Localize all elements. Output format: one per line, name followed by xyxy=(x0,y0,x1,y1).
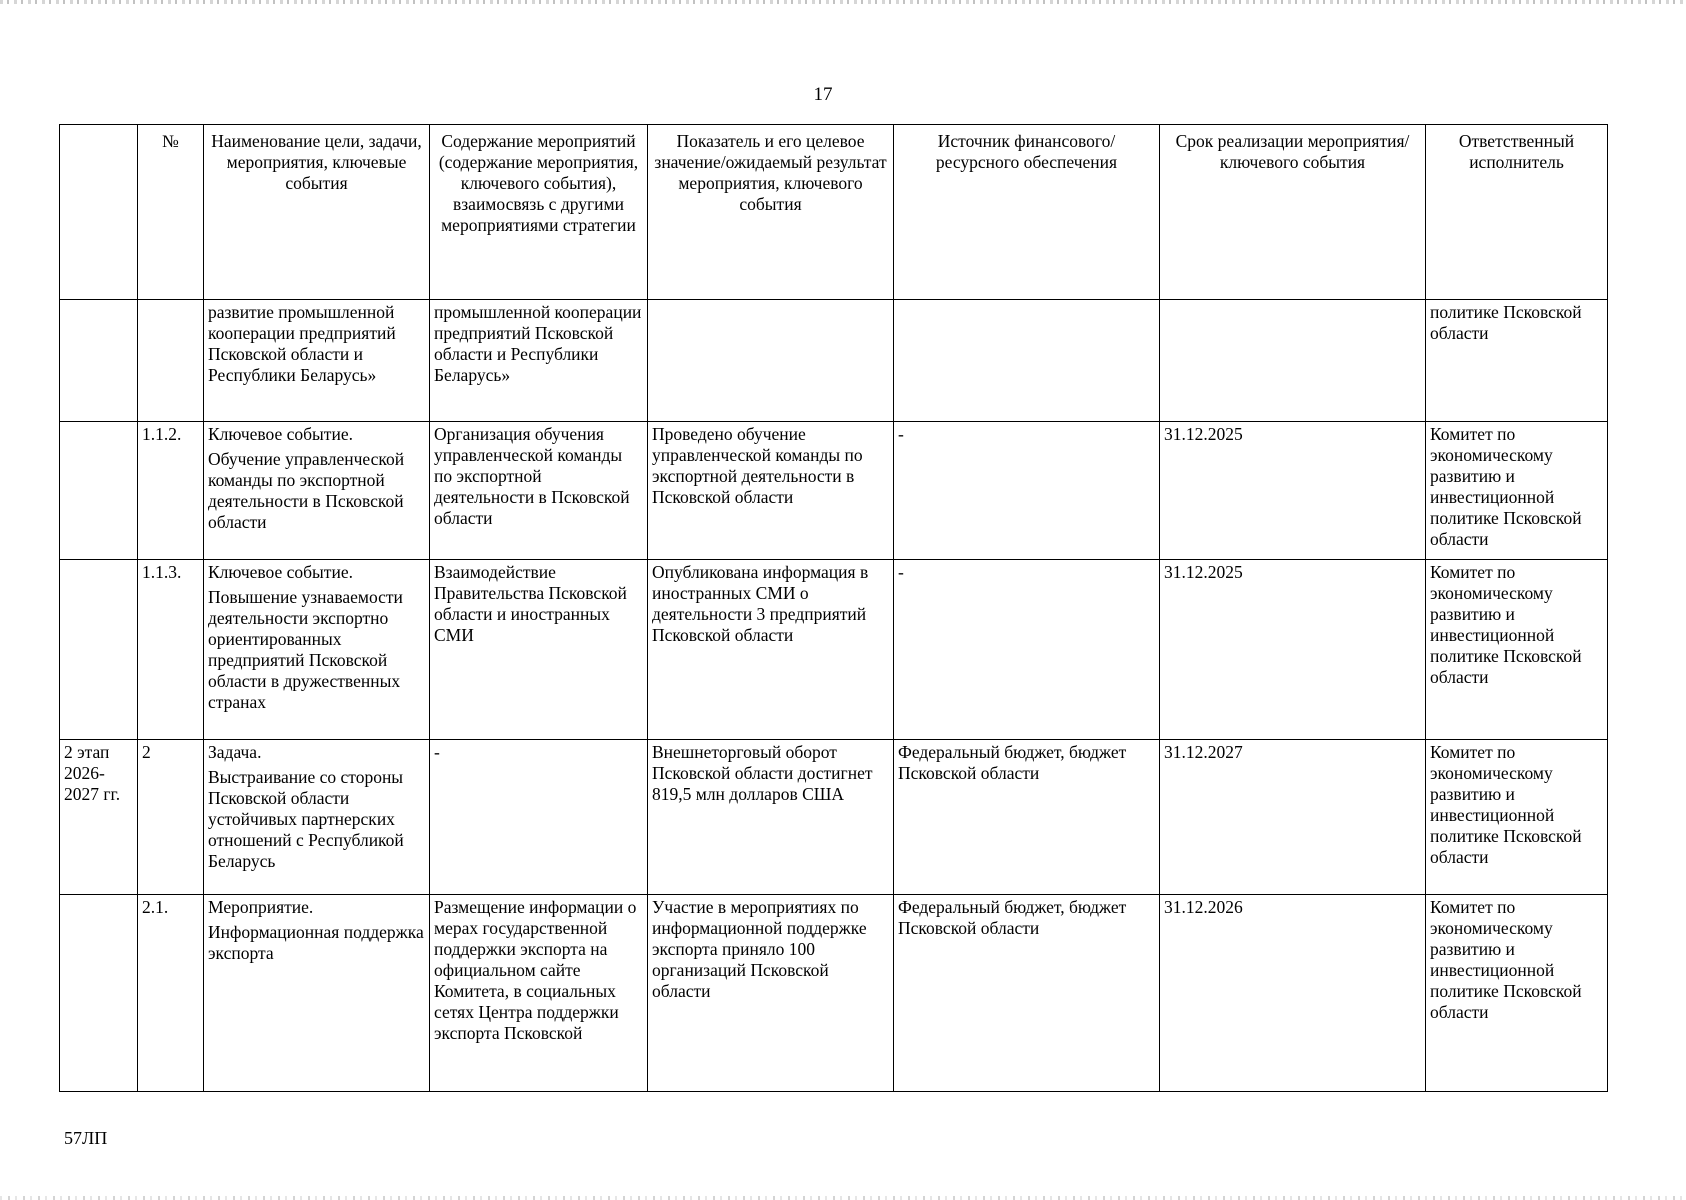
name-text: Информационная поддержка экспорта xyxy=(208,922,424,963)
item-kind-label: Мероприятие. xyxy=(208,897,314,917)
term-cell: 31.12.2025 xyxy=(1160,422,1426,560)
term-cell: 31.12.2026 xyxy=(1160,895,1426,1092)
table-row xyxy=(60,422,1608,560)
name-text: Обучение управленческой команды по экспортной деятельности в Псковской области xyxy=(208,449,405,532)
table-row xyxy=(60,740,1608,895)
number-cell: 1.1.2. xyxy=(138,422,204,560)
header-number: № xyxy=(138,125,204,300)
item-kind-label: Задача. xyxy=(208,742,262,762)
responsible-cell: Комитет по экономическому развитию и инвестиционной политике Псковской области xyxy=(1426,422,1608,560)
indicator-cell xyxy=(648,300,894,422)
content-cell: Организация обучения управленческой команды по экспортной деятельности в Псковской области xyxy=(430,422,648,560)
source-cell: - xyxy=(894,422,1160,560)
strategy-measures-table xyxy=(59,124,1608,1092)
number-cell: 1.1.3. xyxy=(138,560,204,740)
number-cell xyxy=(138,300,204,422)
indicator-cell: Внешнеторговый оборот Псковской области достигнет 819,5 млн долларов США xyxy=(648,740,894,895)
header-responsible: Ответственный исполнитель xyxy=(1426,125,1608,300)
content-cell: Размещение информации о мерах государственной поддержки экспорта на официальном сайте Комитета, в социальных сетях Центра поддержки экспорта Псковской xyxy=(430,895,648,1092)
name-cell xyxy=(204,895,430,1092)
scan-edge-bottom xyxy=(0,1196,1686,1200)
responsible-cell: политике Псковской области xyxy=(1426,300,1608,422)
stage-cell xyxy=(60,422,138,560)
term-cell xyxy=(1160,300,1426,422)
header-content: Содержание мероприятий (содержание мероприятия, ключевого события), взаимосвязь с другими мероприятиями стратегии xyxy=(430,125,648,300)
content-cell: Взаимодействие Правительства Псковской области и иностранных СМИ xyxy=(430,560,648,740)
scan-edge-top xyxy=(0,0,1686,4)
source-cell: Федеральный бюджет, бюджет Псковской области xyxy=(894,895,1160,1092)
responsible-cell: Комитет по экономическому развитию и инвестиционной политике Псковской области xyxy=(1426,740,1608,895)
name-text: Выстраивание со стороны Псковской области устойчивых партнерских отношений с Республикой Беларусь xyxy=(208,767,404,871)
term-cell: 31.12.2025 xyxy=(1160,560,1426,740)
name-cell xyxy=(204,560,430,740)
stage-cell: 2 этап 2026-2027 гг. xyxy=(60,740,138,895)
stage-cell xyxy=(60,560,138,740)
header-indicator: Показатель и его целевое значение/ожидаемый результат мероприятия, ключевого события xyxy=(648,125,894,300)
source-cell: - xyxy=(894,560,1160,740)
page-number: 17 xyxy=(813,84,833,105)
document-code: 57ЛП xyxy=(64,1128,108,1148)
term-cell: 31.12.2027 xyxy=(1160,740,1426,895)
source-cell: Федеральный бюджет, бюджет Псковской области xyxy=(894,740,1160,895)
name-text: развитие промышленной кооперации предприятий Псковской области и Республики Беларусь» xyxy=(208,302,396,385)
number-cell: 2 xyxy=(138,740,204,895)
name-cell xyxy=(204,422,430,560)
number-cell: 2.1. xyxy=(138,895,204,1092)
indicator-cell: Участие в мероприятиях по информационной поддержке экспорта приняло 100 организаций Псковской области xyxy=(648,895,894,1092)
name-cell xyxy=(204,300,430,422)
header-source: Источник финансового/ресурсного обеспечения xyxy=(894,125,1160,300)
source-cell xyxy=(894,300,1160,422)
name-text: Повышение узнаваемости деятельности экспортно ориентированных предприятий Псковской области в дружественных странах xyxy=(208,587,403,712)
table-header-row xyxy=(60,125,1608,300)
header-name: Наименование цели, задачи, мероприятия, ключевые события xyxy=(204,125,430,300)
indicator-cell: Опубликована информация в иностранных СМИ о деятельности 3 предприятий Псковской области xyxy=(648,560,894,740)
header-stage xyxy=(60,125,138,300)
table-row xyxy=(60,300,1608,422)
responsible-cell: Комитет по экономическому развитию и инвестиционной политике Псковской области xyxy=(1426,895,1608,1092)
name-cell xyxy=(204,740,430,895)
item-kind-label: Ключевое событие. xyxy=(208,424,353,444)
item-kind-label: Ключевое событие. xyxy=(208,562,353,582)
table-row xyxy=(60,560,1608,740)
table-row xyxy=(60,895,1608,1092)
content-cell: - xyxy=(430,740,648,895)
stage-cell xyxy=(60,895,138,1092)
indicator-cell: Проведено обучение управленческой команды по экспортной деятельности в Псковской области xyxy=(648,422,894,560)
responsible-cell: Комитет по экономическому развитию и инвестиционной политике Псковской области xyxy=(1426,560,1608,740)
stage-cell xyxy=(60,300,138,422)
content-cell: промышленной кооперации предприятий Псковской области и Республики Беларусь» xyxy=(430,300,648,422)
header-term: Срок реализации мероприятия/ключевого события xyxy=(1160,125,1426,300)
